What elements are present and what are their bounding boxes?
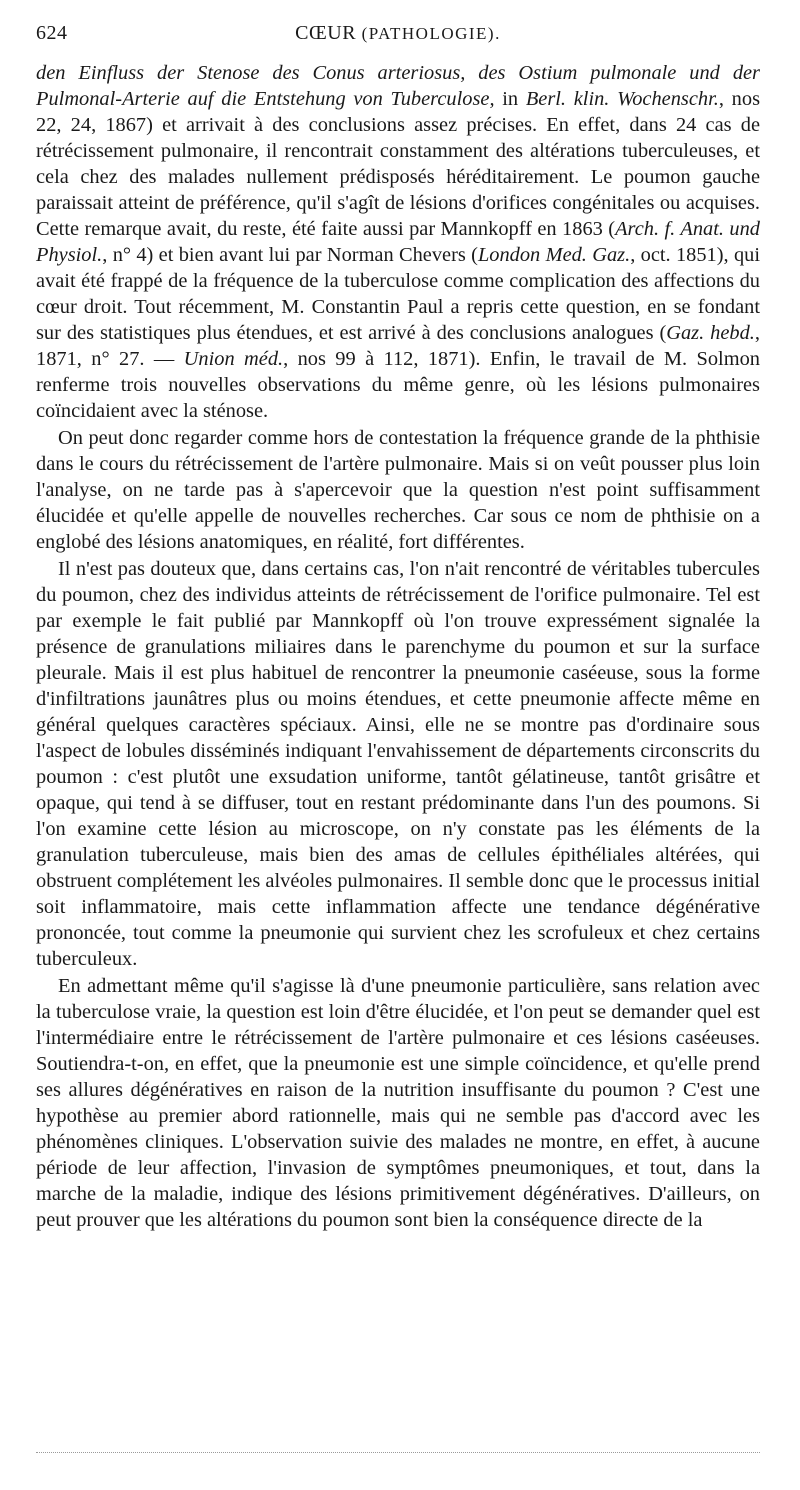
paragraph-text: Il n'est pas douteux que, dans certains cas, l'on n'ait rencontré de véritables tubercules du poumon, chez des individus atteints de rétrécissement de l'orifice pulmonaire. Tel est par exemple le fait publié par Mannkopff où l'on trouve expressément signalée la présence de granulations miliaires dans le parenchyme du poumon et sur la surface pleurale. Mais il est plus habituel de rencontrer la pneumonie caséeuse, sous la forme d'infiltrations jaunâtres plus ou moins étendues, et cette pneumonie affecte même en général quelques caractères spéciaux. Ainsi, elle ne se montre pas d'ordinaire sous l'aspect de lobules disséminés indiquant l'envahissement de départements circonscrits du poumon : c'est plutôt une exsudation uniforme, tantôt gélatineuse, tantôt grisâtre et opaque, qui tend à se diffuser, tout en restant prédominante dans l'un des poumons. Si l'on examine cette lésion au microscope, on n'y constate pas les éléments de la granulation tuberculeuse, mais bien des amas de cellules épithéliales altérées, qui obstruent complétement les alvéoles pulmonaires. Il semble donc que le processus initial soit inflammatoire, mais cette inflammation affecte une tendance dégénérative prononcée, tout comme la pneumonie qui survient chez les scrofuleux et chez certains tuberculeux. — [36, 558, 760, 970]
paragraph-3 — [36, 556, 760, 972]
paragraph-text: , 1871, n° 27. — — [36, 322, 760, 370]
paragraph-text: in — [494, 88, 526, 110]
running-head — [36, 22, 760, 60]
citation-text: Gaz. hebd. — [666, 322, 755, 344]
book-page — [36, 22, 760, 1233]
paragraph-text: , nos 99 à 112, 1871). Enfin, le travail de M. Solmon renferme trois nouvelles observations du même genre, où les lésions pulmonaires coïncidaient avec la sténose. — [36, 348, 760, 422]
page-number: 624 — [36, 22, 68, 44]
citation-text: London Med. Gaz. — [477, 244, 631, 266]
paragraph-text: On peut donc regarder comme hors de contestation la fréquence grande de la phthisie dans le cours du rétrécissement de l'artère pulmonaire. Mais si on veût pousser plus loin l'analyse, on ne tarde pas à s'apercevoir que la question n'est point suffisamment élucidée et qu'elle appelle de nouvelles recherches. Car sous ce nom de phthisie on a englobé des lésions anatomiques, en réalité, fort différentes. — [36, 427, 760, 553]
paragraph-text: , nos 22, 24, 1867) et arrivait à des conclusions assez précises. En effet, dans 24 cas de rétrécissement pulmonaire, il rencontrait constamment des altérations tuberculeuses, et cela chez des malades nullement prédisposés héréditairement. Le poumon gauche paraissait atteint de préférence, qu'il s'agît de lésions d'orifices congénitales ou acquises. Cette remarque avait, du reste, été faite aussi par Mannkopff en 1863 ( — [36, 88, 761, 240]
running-head-main: CŒUR — [295, 22, 357, 44]
paragraph-text: , n° 4) et bien avant lui par Norman Chevers ( — [102, 244, 478, 266]
paragraph-2 — [36, 425, 760, 555]
paragraph-1 — [36, 60, 760, 424]
paragraph-4 — [36, 973, 760, 1233]
footer-rule — [36, 1452, 760, 1453]
citation-text: Berl. klin. Wochenschr. — [525, 88, 719, 110]
running-head-title — [126, 22, 760, 45]
citation-text: Arch. f. Anat. und Physiol. — [36, 218, 761, 266]
paragraph-text: En admettant même qu'il s'agisse là d'une pneumonie particulière, sans relation avec la tuberculose vraie, la question est loin d'être élucidée, et l'on peut se demander quel est l'intermédiaire entre le rétrécissement de l'artère pulmonaire et ces lésions caséeuses. Soutiendra-t-on, en effet, que la pneumonie est une simple coïncidence, et qu'elle prend ses allures dégénératives en raison de la nutrition insuffisante du poumon ? C'est une hypothèse au premier abord rationnelle, mais qui ne semble pas d'accord avec les phénomènes cliniques. L'observation suivie des malades ne montre, en effet, à aucune période de leur affection, l'invasion de symptômes pneumoniques, et tout, dans la marche de la maladie, indique des lésions primitivement dégénératives. D'ailleurs, on peut prouver que les altérations du poumon sont bien la conséquence directe de la — [36, 975, 760, 1231]
citation-text: Union méd. — [183, 348, 284, 370]
running-head-subtitle: (PATHOLOGIE). — [361, 24, 501, 43]
paragraph-text: , oct. 1851), qui avait été frappé de la fréquence de la tuberculose comme complication des affections du cœur droit. Tout récemment, M. Constantin Paul a repris cette question, en se fondant sur des statistiques plus étendues, et est arrivé à des conclusions analogues ( — [36, 244, 761, 344]
citation-text: den Einfluss der Stenose des Conus arteriosus, des Ostium pulmonale und der Pulmonal-Arterie auf die Entstehung von Tuberculose, — [36, 62, 760, 110]
body-text — [36, 60, 760, 1233]
